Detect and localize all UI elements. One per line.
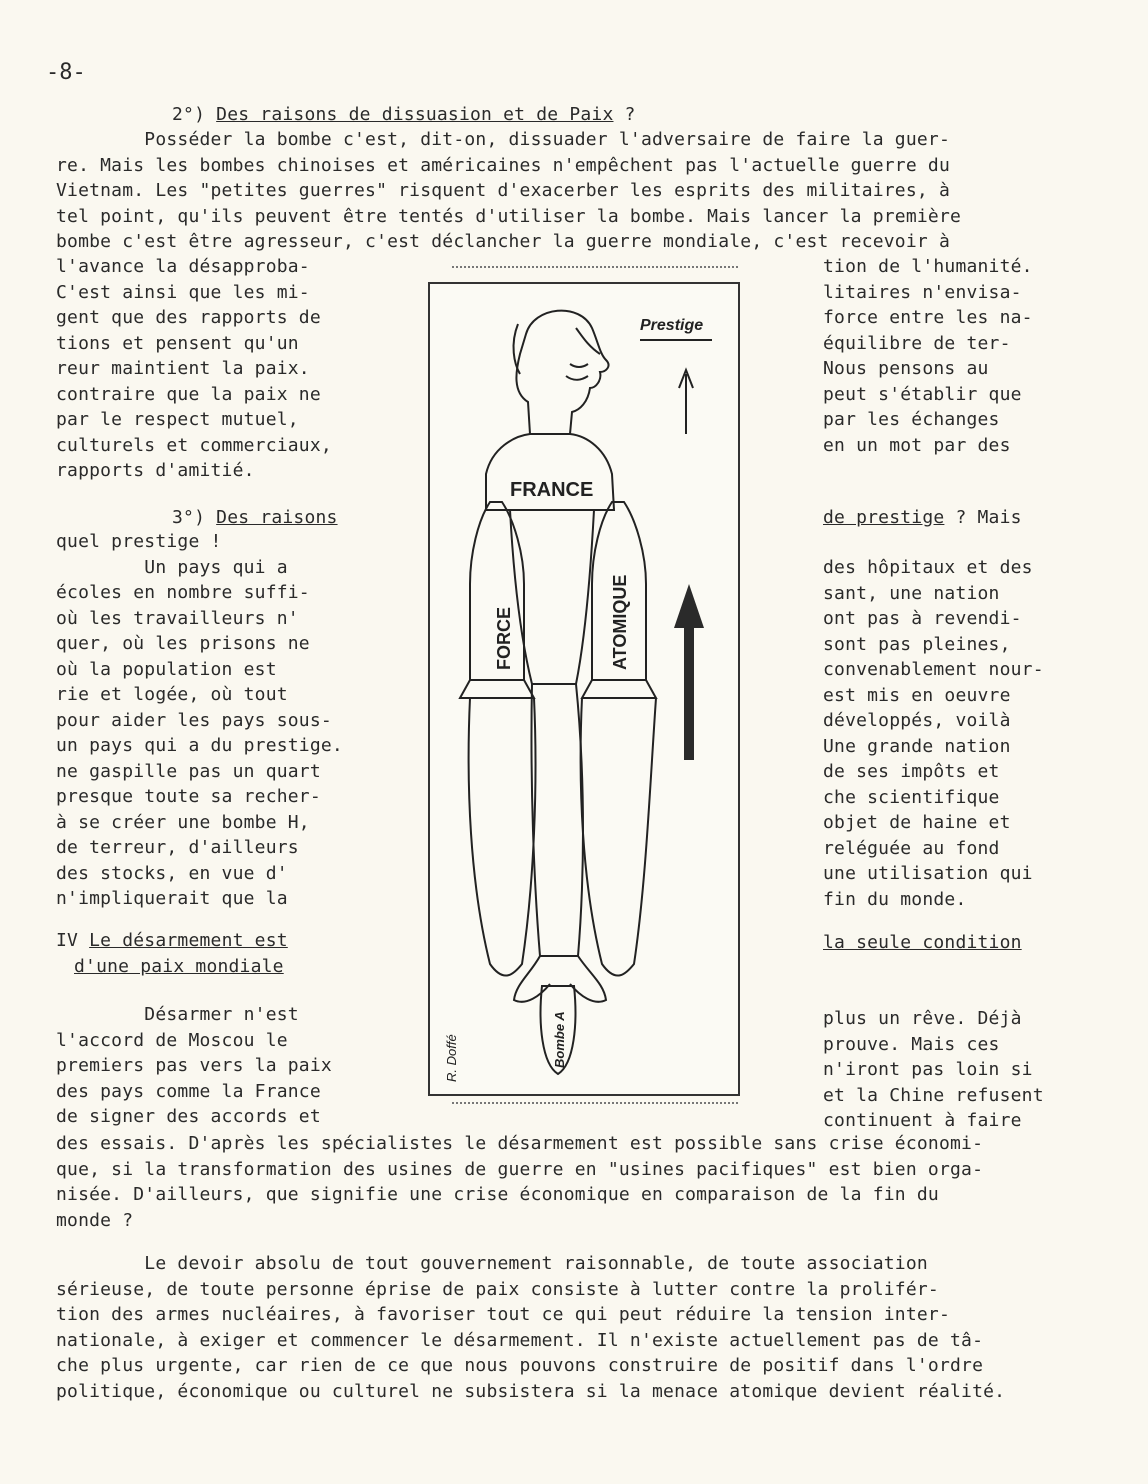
- text-line: sant, une nation: [823, 582, 1000, 604]
- text-line: politique, économique ou culturel ne subsistera si la menace atomique devient réalité.: [56, 1380, 1006, 1402]
- section-4-heading-left: [56, 928, 288, 979]
- text-line: Nous pensons au: [823, 358, 989, 379]
- text-line: re. Mais les bombes chinoises et américaines n'empêchent pas l'actuelle guerre du: [56, 154, 950, 176]
- section-2-heading: [172, 102, 636, 128]
- text-line: que, si la transformation des usines de guerre en "usines pacifiques" est bien orga-: [56, 1158, 984, 1180]
- text-line: écoles en nombre suffi-: [56, 582, 310, 603]
- section-4-title-end: la seule condition: [823, 932, 1022, 953]
- rocket-left-exhaust: [469, 698, 536, 976]
- cartoon-label-force: FORCE: [494, 607, 514, 670]
- text-line: en un mot par des: [823, 434, 1011, 456]
- cartoon-signature: R. Doffé: [444, 1034, 459, 1082]
- text-line: prouve. Mais ces: [823, 1033, 1000, 1055]
- cartoon-label-france: FRANCE: [510, 479, 594, 501]
- text-line: équilibre de ter-: [823, 332, 1011, 354]
- text-line: une utilisation qui: [823, 863, 1033, 884]
- text-line: n'impliquerait que la: [56, 888, 288, 909]
- text-line: l'accord de Moscou le: [56, 1029, 288, 1051]
- rocket-right-exhaust: [581, 698, 656, 976]
- section-4-title-line-1: Le désarmement est: [89, 930, 288, 951]
- text-line: tions et pensent qu'un: [56, 332, 299, 354]
- text-line: premiers pas vers la paix: [56, 1055, 332, 1076]
- rocket-right-fins: [582, 680, 656, 698]
- section-3-title-end: de prestige: [823, 507, 945, 528]
- text-line: che plus urgente, car rien de ce que nous pouvons construire de positif dans l'ordre: [56, 1355, 984, 1376]
- text-line: où les travailleurs n': [56, 607, 299, 629]
- text-line: bombe c'est être agresseur, c'est déclancher la guerre mondiale, c'est recevoir à: [56, 231, 950, 252]
- text-line: reur maintient la paix.: [56, 358, 310, 379]
- text-line: et la Chine refusent: [823, 1084, 1044, 1106]
- text-line: nationale, à exiger et commencer le désarmement. Il n'existe actuellement pas de tâ-: [56, 1329, 984, 1351]
- right-column-paragraph-1: [823, 254, 1033, 458]
- text-line: tion de l'humanité.: [823, 256, 1033, 277]
- left-foot: [514, 956, 550, 1002]
- text-line: reléguée au fond: [823, 837, 1000, 859]
- text-line: des hôpitaux et des: [823, 557, 1033, 578]
- text-line: tion des armes nucléaires, à favoriser tout ce qui peut réduire la tension inter-: [56, 1304, 950, 1325]
- big-arrow-icon: [674, 584, 704, 760]
- section-4-title-line-2: d'une paix mondiale: [74, 955, 284, 977]
- robe: [531, 684, 583, 956]
- cartoon-label-bombe: Bombe A: [552, 1011, 567, 1068]
- text-line: Un pays qui a: [56, 556, 288, 578]
- big-arrow-shaft: [684, 624, 694, 760]
- text-line: presque toute sa recher-: [56, 786, 321, 807]
- section-3-number: 3°): [172, 507, 217, 528]
- text-line: quel prestige !: [56, 531, 222, 552]
- cartoon-top-rule: [452, 266, 738, 268]
- text-line: où la population est: [56, 658, 277, 680]
- text-line: rapports d'amitié.: [56, 460, 255, 481]
- text-line: des essais. D'après les spécialistes le désarmement est possible sans crise économi-: [56, 1133, 984, 1154]
- text-line: de terreur, d'ailleurs: [56, 837, 299, 858]
- section-4-heading-right: [823, 930, 1022, 956]
- text-line: monde ?: [56, 1209, 134, 1231]
- rocket-left-fins: [460, 680, 534, 698]
- text-line: est mis en oeuvre: [823, 684, 1011, 706]
- section-2-suffix: ?: [613, 104, 636, 125]
- text-line: Le devoir absolu de tout gouvernement raisonnable, de toute association: [56, 1253, 928, 1274]
- text-line: ont pas à revendi-: [823, 608, 1022, 629]
- section-4-number: IV: [56, 930, 90, 951]
- right-column-paragraph-3: [823, 1006, 1044, 1134]
- section-3-heading-right: [823, 505, 1022, 531]
- torso: [510, 510, 594, 684]
- left-column-paragraph-2: [56, 529, 343, 912]
- text-line: sont pas pleines,: [823, 633, 1011, 655]
- text-line: gent que des rapports de: [56, 307, 321, 328]
- text-line: des pays comme la France: [56, 1080, 321, 1102]
- text-line: objet de haine et: [823, 812, 1011, 833]
- section-3-heading-left: [172, 505, 338, 531]
- text-line: pour aider les pays sous-: [56, 709, 332, 731]
- bottom-paragraph-2: [56, 1251, 1005, 1404]
- text-line: l'avance la désapproba-: [56, 256, 310, 277]
- big-arrow-head: [674, 584, 704, 628]
- text-line: développés, voilà: [823, 710, 1011, 731]
- text-line: che scientifique: [823, 786, 1000, 808]
- left-column-paragraph-3: [56, 1002, 332, 1130]
- text-line: fin du monde.: [823, 888, 967, 910]
- cartoon-label-atomique: ATOMIQUE: [610, 574, 630, 670]
- eye-line: [570, 364, 588, 367]
- cartoon-label-prestige: Prestige: [640, 317, 704, 334]
- text-line: tel point, qu'ils peuvent être tentés d'utiliser la bombe. Mais lancer la première: [56, 205, 962, 227]
- text-line: des stocks, en vue d': [56, 862, 288, 884]
- ear-line: [514, 324, 520, 374]
- text-line: Une grande nation: [823, 735, 1011, 757]
- text-line: de signer des accords et: [56, 1106, 321, 1127]
- text-line: continuent à faire: [823, 1110, 1022, 1131]
- text-line: de ses impôts et: [823, 761, 1000, 782]
- small-arrow-icon: [679, 370, 693, 434]
- cartoon-bottom-rule: [452, 1102, 738, 1104]
- text-line: n'iront pas loin si: [823, 1059, 1033, 1080]
- text-line: par les échanges: [823, 409, 1000, 430]
- mouth-line: [566, 376, 588, 380]
- text-line: sérieuse, de toute personne éprise de paix consiste à lutter contre la prolifér-: [56, 1278, 939, 1300]
- section-3-suffix: ? Mais: [944, 507, 1022, 528]
- section-3-title-start: Des raisons: [216, 507, 338, 528]
- left-column-paragraph-1: [56, 254, 332, 484]
- text-line: un pays qui a du prestige.: [56, 735, 343, 756]
- section-2-number: 2°): [172, 104, 217, 125]
- text-line: litaires n'envisa-: [823, 281, 1022, 303]
- cartoon-illustration: [428, 282, 740, 1096]
- bottom-paragraph-1: [56, 1131, 983, 1233]
- text-line: force entre les na-: [823, 307, 1033, 328]
- text-line: par le respect mutuel,: [56, 409, 299, 430]
- text-line: contraire que la paix ne: [56, 383, 321, 405]
- text-line: rie et logée, où tout: [56, 684, 288, 705]
- text-line: plus un rêve. Déjà: [823, 1008, 1022, 1029]
- text-line: convenablement nour-: [823, 659, 1044, 680]
- text-line: Posséder la bombe c'est, dit-on, dissuader l'adversaire de faire la guer-: [56, 129, 950, 150]
- text-line: C'est ainsi que les mi-: [56, 281, 310, 303]
- text-line: culturels et commerciaux,: [56, 434, 332, 456]
- text-line: nisée. D'ailleurs, que signifie une crise économique en comparaison de la fin du: [56, 1184, 939, 1205]
- text-line: à se créer une bombe H,: [56, 811, 310, 833]
- text-line: ne gaspille pas un quart: [56, 760, 321, 782]
- text-line: Désarmer n'est: [56, 1004, 299, 1025]
- section-2-title: Des raisons de dissuasion et de Paix: [216, 104, 614, 125]
- top-paragraph: [56, 127, 961, 255]
- text-line: quer, où les prisons ne: [56, 633, 310, 654]
- right-column-paragraph-2: [823, 555, 1044, 912]
- text-line: Vietnam. Les "petites guerres" risquent d'exacerber les esprits des militaires, à: [56, 180, 950, 201]
- cartoon-drawing: [430, 284, 738, 1094]
- page-number: -8-: [46, 60, 86, 85]
- head-outline: [516, 311, 608, 434]
- text-line: peut s'établir que: [823, 383, 1022, 405]
